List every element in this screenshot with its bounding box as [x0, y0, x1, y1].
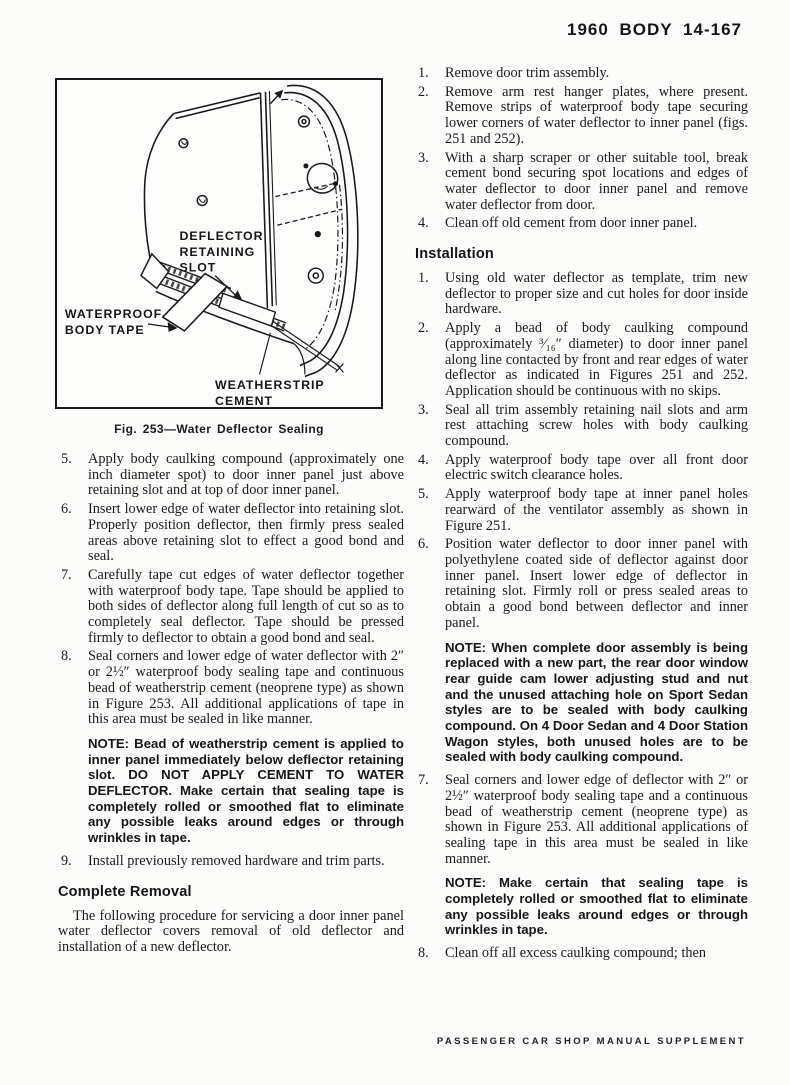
note-door-assembly: NOTE: When complete door assembly is being replaced with a new part, the rear door window rear guide cam lower adjusting stud and nut and the unused attaching hole on Sport Sedan styles are to be sealed with body caulking compound. On 4 Door Sedan and 4 Door Station Wagon styles, both unused holes are to be sealed with body caulking compound.	[445, 639, 748, 765]
list-item-8	[58, 649, 404, 728]
item-number: 2.	[418, 320, 429, 337]
item-text: With a sharp scraper or other suitable tool, break cement bond securing spot locations and edges of water deflector to door inner panel and remove water deflector from door.	[445, 149, 748, 213]
section-heading-complete-removal: Complete Removal	[58, 883, 192, 900]
item-text: Insert lower edge of water deflector into retaining slot. Properly position deflector, then firmly press sealed areas above retaining slot to effect a good bond and seal.	[88, 501, 404, 565]
section-heading-installation: Installation	[415, 246, 494, 263]
figure-label-body-tape: WATERPROOF	[64, 307, 163, 322]
left-column	[58, 452, 404, 956]
figure-caption: Fig. 253—Water Deflector Sealing	[114, 422, 324, 436]
figure-label-deflector-slot: SLOT	[179, 260, 217, 275]
item-text: Seal corners and lower edge of water deflector with 2″ or 2½″ waterproof body sealing tape and continuous bead of weatherstrip cement (neoprene type) as shown in Figure 253. All additional applications of tape in this area must be sealed in like manner.	[88, 648, 404, 728]
item-text: Clean off old cement from door inner panel.	[445, 215, 698, 232]
right-column	[415, 66, 748, 965]
item-text: Install previously removed hardware and trim parts.	[88, 852, 385, 869]
item-number: 8.	[418, 945, 429, 962]
list-item-9	[58, 854, 404, 870]
install-item-1	[415, 271, 748, 318]
item-number: 4.	[418, 215, 429, 232]
item-number: 4.	[418, 451, 429, 468]
item-text: Apply waterproof body tape at inner panel holes rearward of the ventilator assembly as shown in Figure 251.	[445, 486, 748, 534]
item-text: Seal corners and lower edge of deflector with 2″ or 2½″ waterproof body sealing tape and a continuous bead of weatherstrip cement (neoprene type) as shown in Figure 253. All additional applications of sealing tape in this area must be sealed in like manner.	[445, 772, 748, 867]
install-item-6	[415, 537, 748, 631]
item-number: 6.	[418, 536, 429, 553]
figure-253	[55, 78, 383, 409]
install-item-5	[415, 487, 748, 534]
item-number: 5.	[418, 486, 429, 503]
page-header: 1960 BODY 14-167	[566, 20, 742, 39]
item-text: Apply waterproof body tape over all front door electric switch clearance holes.	[445, 451, 748, 484]
figure-label-body-tape: BODY TAPE	[64, 322, 145, 337]
item-text: Position water deflector to door inner panel with polyethylene coated side of deflector against door inner panel. Insert lower edge of deflector in retaining slot. Firmly roll or press sealed areas to obtain a good bond between deflector and inner panel.	[445, 536, 748, 631]
list-item-1	[415, 66, 748, 82]
figure-label-deflector-slot: DEFLECTOR	[179, 229, 264, 244]
item-text: Apply a bead of body caulking compound (approximately ³⁄₁₆″ diameter) to door inner panel along line contacted by front and rear edges of water deflector as indicated in Figures 251 and 252. Application should be continuous with no skips.	[445, 320, 748, 399]
install-item-7	[415, 773, 748, 867]
item-text: Apply body caulking compound (approximately one inch diameter spot) to door inner panel just above retaining slot and at top of door inner panel.	[88, 451, 404, 499]
item-number: 1.	[418, 65, 429, 81]
item-text: Seal all trim assembly retaining nail slots and arm rest attaching screw holes with body caulking compound.	[445, 401, 748, 450]
note-weatherstrip-cement: NOTE: Bead of weatherstrip cement is applied to inner panel immediately below deflector retaining slot. DO NOT APPLY CEMENT TO WATER DEFLECTOR. Make certain that sealing tape is completely rolled or smoothed flat to eliminate any possible leaks around edges or through wrinkles in tape.	[88, 735, 404, 846]
item-number: 5.	[61, 451, 72, 467]
item-number: 7.	[61, 566, 72, 583]
item-number: 3.	[418, 401, 429, 418]
install-item-4	[415, 453, 748, 484]
item-number: 3.	[418, 149, 429, 166]
list-item-7	[58, 568, 404, 647]
list-item-6	[58, 502, 404, 565]
item-text: Clean off all excess caulking compound; then	[445, 945, 706, 962]
item-text: Using old water deflector as template, trim new deflector to proper size and cut holes for door inside hardware.	[445, 270, 748, 318]
item-text: Carefully tape cut edges of water deflector together with waterproof body tape. Tape should be applied to both sides of deflector along full length of cut so as to completely seal deflector. Tape should be pressed firmly to deflector to obtain a good bond and seal.	[88, 566, 404, 646]
figure-label-weatherstrip-cement: CEMENT	[215, 394, 274, 407]
item-number: 8.	[61, 648, 72, 665]
install-item-2	[415, 321, 748, 400]
install-item-3	[415, 403, 748, 450]
item-number: 2.	[418, 83, 429, 100]
figure-label-weatherstrip-cement: WEATHERSTRIP	[215, 378, 325, 393]
door-panel-illustration	[57, 80, 381, 407]
figure-label-deflector-slot: RETAINING	[179, 244, 256, 259]
install-item-8	[415, 946, 748, 962]
intro-paragraph: The following procedure for servicing a door inner panel water deflector covers removal of old deflector and installation of a new deflector.	[58, 907, 404, 956]
list-item-4	[415, 216, 748, 232]
note-sealing-tape: NOTE: Make certain that sealing tape is completely rolled or smoothed flat to eliminate any possible leaks around edges or through wrinkles in tape.	[445, 875, 748, 938]
item-number: 9.	[61, 852, 72, 869]
item-text: Remove arm rest hanger plates, where present. Remove strips of waterproof body tape securing lower corners of water deflector to inner panel (figs. 251 and 252).	[445, 83, 748, 147]
item-number: 7.	[418, 772, 429, 789]
list-item-5	[58, 452, 404, 499]
list-item-3	[415, 151, 748, 214]
item-text: Remove door trim assembly.	[445, 65, 610, 81]
page-footer: PASSENGER CAR SHOP MANUAL SUPPLEMENT	[436, 1036, 746, 1047]
item-number: 1.	[418, 270, 429, 287]
list-item-2	[415, 85, 748, 148]
item-number: 6.	[61, 501, 72, 518]
